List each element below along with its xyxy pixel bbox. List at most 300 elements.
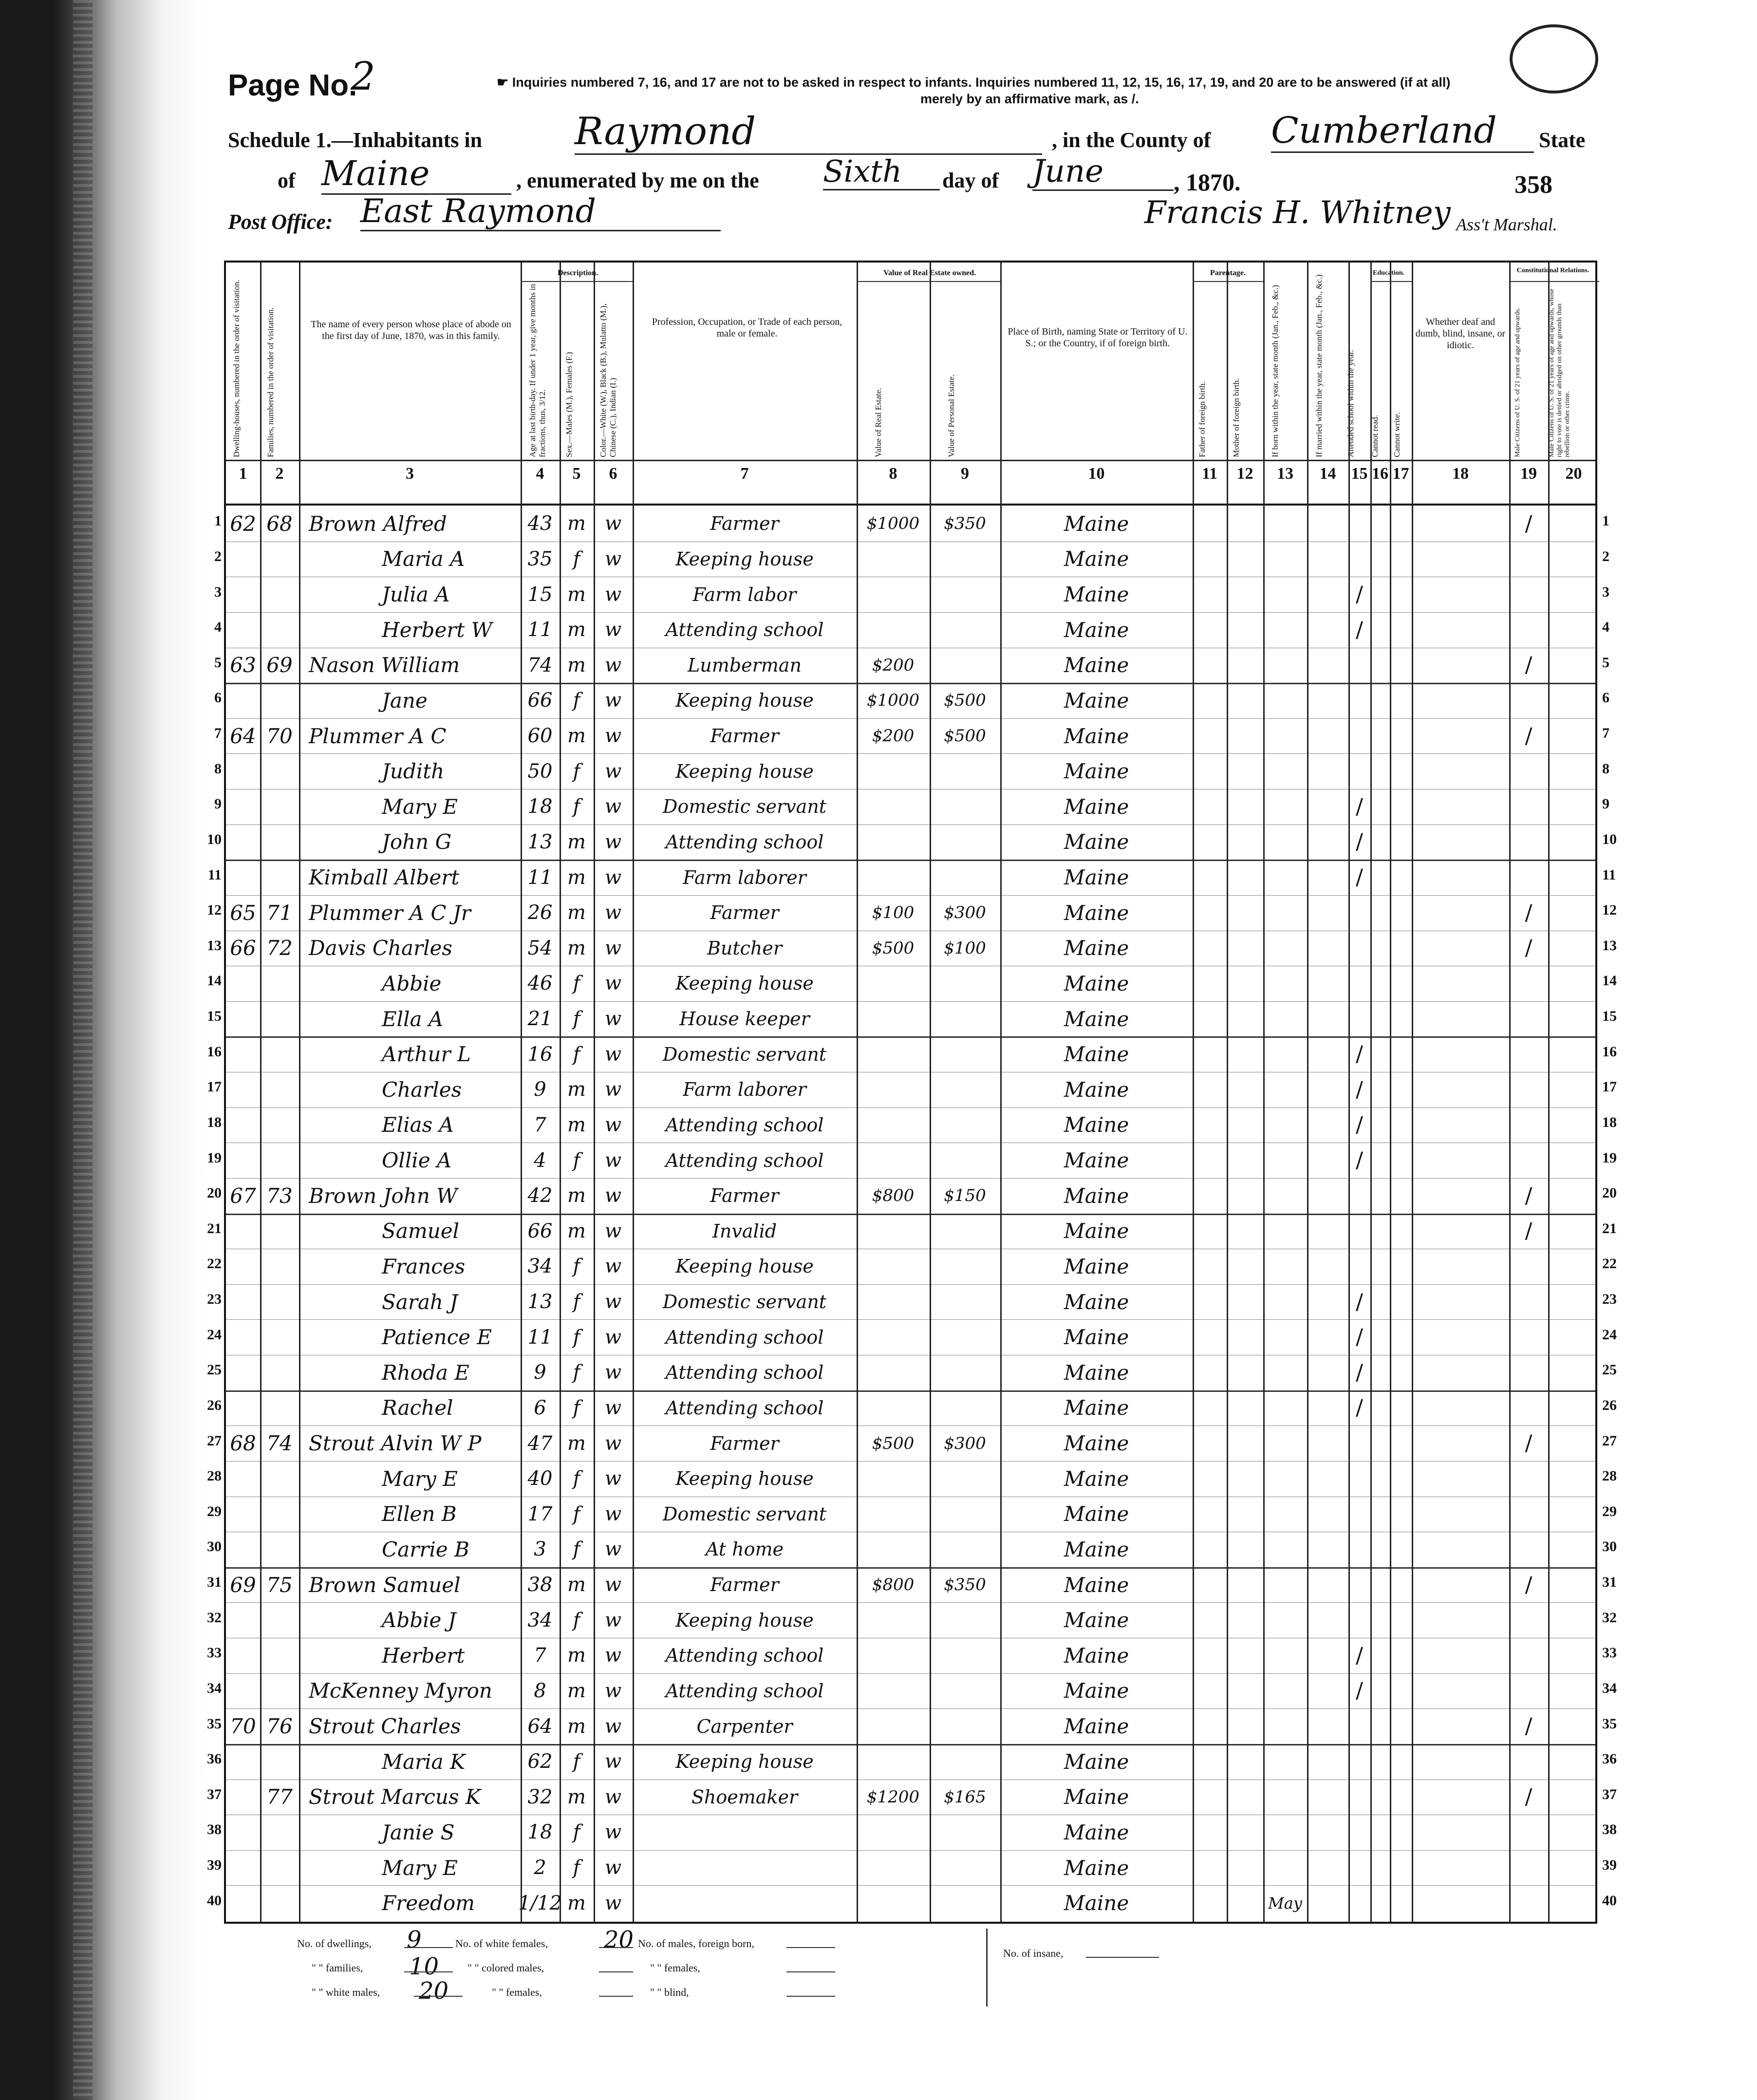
cell-dw: 68 [230,1431,256,1456]
column-number: 12 [1236,465,1253,483]
line-number: 35 [1602,1715,1617,1732]
group-header-underline [857,281,1000,282]
cell-born_month: May [1268,1894,1302,1912]
post-office-name: East Raymond [360,192,721,231]
cell-age: 35 [527,547,553,570]
cell-name: Plummer A C Jr [309,900,471,925]
cell-sex: m [567,583,586,606]
cell-age: 9 [534,1078,546,1101]
col-header-real-estate-group: Value of Real Estate owned. [883,269,976,277]
line-number: 7 [1602,725,1609,742]
line-number: 4 [214,619,222,636]
column-divider [1548,262,1550,1922]
cell-birth: Maine [1064,1502,1129,1526]
group-header-underline [1370,281,1412,282]
cell-sex: f [573,1291,580,1313]
line-number: 25 [1602,1362,1617,1378]
line-number: 22 [1602,1256,1617,1272]
cell-name: Davis Charles [309,936,452,960]
cell-sex: m [567,1715,586,1738]
cell-sex: m [567,1184,586,1207]
cell-age: 50 [527,760,553,783]
line-number: 28 [1602,1468,1617,1484]
line-number: 3 [214,583,222,600]
cell-sex: f [573,760,580,783]
cell-occ: Keeping house [675,1609,814,1631]
cell-re: $1000 [866,514,920,534]
cell-age: 26 [527,901,553,924]
assistant-marshal-label: Ass't Marshal. [1456,215,1557,234]
cell-name: Patience E [382,1325,492,1350]
cell-re: $500 [872,938,915,958]
cell-sex: m [567,1219,586,1242]
cell-occ: Keeping house [675,973,814,994]
column-number: 8 [889,465,897,483]
line-number: 25 [207,1362,222,1378]
line-number: 14 [1602,973,1617,989]
cell-c19: / [1525,1219,1533,1244]
cell-birth: Maine [1064,1785,1129,1809]
cell-birth: Maine [1064,1466,1129,1491]
cell-name: Jane [382,688,428,712]
cell-sex: m [567,866,586,889]
column-number: 5 [572,465,581,483]
cell-color: w [604,725,622,748]
cell-school: / [1356,794,1363,819]
cell-birth: Maine [1064,1714,1129,1739]
cell-color: w [604,795,622,818]
county-label: , in the County of [1052,128,1211,152]
line-number: 10 [207,831,222,847]
cell-sex: f [573,689,580,712]
cell-dw: 64 [230,724,256,748]
cell-fam: 72 [266,936,293,960]
cell-re: $200 [872,655,915,675]
cell-age: 15 [527,583,553,606]
cell-birth: Maine [1064,1077,1129,1102]
cell-name: Elias A [382,1113,454,1137]
cell-re: $500 [872,1433,915,1453]
cell-name: Mary E [382,794,458,819]
cell-occ: Farm laborer [683,866,806,888]
cell-school: / [1356,1289,1363,1314]
cell-name: Charles [382,1077,462,1102]
cell-sex: m [567,1892,586,1914]
line-number: 12 [1602,902,1617,919]
line-number: 32 [207,1609,222,1626]
cell-name: Maria K [382,1749,466,1774]
line-number: 19 [1602,1149,1617,1166]
line-number: 13 [1602,937,1617,954]
cell-age: 6 [534,1396,546,1419]
column-number: 16 [1372,465,1388,483]
line-number: 36 [207,1751,222,1767]
cell-color: w [604,1821,622,1844]
cell-age: 2 [534,1856,546,1879]
cell-name: Ella A [382,1007,444,1031]
cell-name: Mary E [382,1856,458,1880]
footer-blank-line [1086,1957,1159,1958]
line-number: 4 [1602,619,1609,636]
line-number: 37 [1602,1786,1617,1802]
cell-occ: Farmer [710,513,779,535]
cell-fam: 70 [266,724,293,748]
cell-color: w [604,1574,622,1596]
cell-c19: / [1525,900,1533,925]
cell-occ: Farm laborer [683,1079,806,1101]
cell-birth: Maine [1064,830,1129,854]
col-header-school: Attended school within the year. [1346,350,1355,457]
cell-dw: 62 [230,511,256,536]
cell-birth: Maine [1064,1325,1129,1350]
cell-birth: Maine [1064,1396,1129,1420]
cell-name: Kimball Albert [309,865,460,890]
cell-sex: f [573,1008,580,1031]
column-number: 10 [1088,465,1105,483]
cell-occ: Invalid [712,1220,777,1242]
cell-birth: Maine [1064,971,1129,995]
cell-fam: 76 [266,1714,293,1739]
line-number: 28 [207,1468,222,1484]
cell-school: / [1356,1112,1363,1138]
cell-c19: / [1525,723,1533,749]
cell-name: Strout Charles [309,1714,461,1739]
cell-sex: m [567,1644,586,1667]
cell-occ: Attending school [665,1362,824,1384]
cell-c19: / [1525,1431,1533,1456]
line-number: 9 [1602,796,1609,812]
cell-color: w [604,830,622,853]
cell-color: w [604,1396,622,1419]
cell-sex: m [567,1574,586,1596]
cell-sex: m [567,937,586,959]
cell-school: / [1356,1077,1363,1102]
column-divider [1307,262,1308,1922]
enumeration-year: , 1870. [1174,169,1241,196]
column-divider [1000,262,1002,1922]
cell-name: McKenney Myron [309,1679,492,1703]
col-header-education: Education. [1373,269,1404,277]
cell-occ: At home [706,1538,784,1560]
cell-age: 3 [534,1538,546,1561]
cell-age: 40 [527,1467,553,1490]
footer-white-females: 20 [604,1926,634,1953]
line-number: 16 [1602,1043,1617,1060]
cell-occ: Attending school [665,619,824,641]
cell-school: / [1356,865,1363,890]
column-number: 20 [1565,465,1582,483]
footer-blind-label: " " blind, [650,1986,689,1998]
cell-sex: f [573,1043,580,1066]
col-header-personal-estate: Value of Personal Estate. [947,375,956,457]
footer-families-label: " " families, [312,1962,363,1974]
cell-school: / [1356,1148,1363,1173]
cell-age: 7 [534,1113,546,1136]
cell-sex: f [573,1502,580,1525]
cell-name: Brown Samuel [309,1573,461,1597]
line-number: 1 [214,513,222,529]
column-number: 11 [1201,465,1218,483]
column-divider [260,262,262,1922]
enumeration-month: June [1032,153,1174,191]
cell-age: 11 [527,619,553,641]
line-number: 10 [1602,831,1617,847]
cell-occ: Farmer [710,902,779,924]
cell-age: 13 [527,1291,553,1313]
line-number: 19 [207,1149,222,1166]
place-name: Raymond [575,110,1042,155]
cell-sex: m [567,901,586,924]
col-header-cannot-read: Cannot read. [1370,415,1380,457]
instructions-line-2: merely by an affirmative mark, as /. [920,92,1139,106]
line-number: 13 [207,937,222,954]
cell-age: 46 [527,972,553,995]
cell-c19: / [1525,1784,1533,1810]
column-number: 15 [1351,465,1368,483]
cell-sex: m [567,830,586,853]
cell-birth: Maine [1064,582,1129,607]
col-header-cannot-write: Cannot write. [1392,412,1402,457]
cell-school: / [1356,1678,1363,1704]
cell-name: Samuel [382,1219,459,1243]
line-number: 34 [207,1680,222,1696]
col-header-born-month: If born within the year, state month (Jan., Feb., &c.) [1271,285,1280,457]
cell-birth: Maine [1064,1537,1129,1561]
cell-occ: Carpenter [696,1715,793,1737]
cell-name: Sarah J [382,1290,458,1314]
cell-occ: Farmer [710,725,779,747]
cell-name: Frances [382,1254,466,1278]
cell-pe: $350 [944,514,986,534]
line-number: 24 [207,1326,222,1343]
assistant-marshal-signature: Francis H. Whitney [1144,195,1451,231]
day-of-label: day of [942,169,999,192]
cell-age: 54 [527,937,553,959]
cell-sex: f [573,1361,580,1384]
column-divider [299,262,300,1922]
line-number: 33 [207,1645,222,1661]
cell-name: Abbie J [382,1608,456,1632]
line-number: 6 [214,690,222,706]
line-number: 27 [1602,1432,1617,1449]
cell-birth: Maine [1064,1856,1129,1880]
cell-fam: 69 [266,653,293,677]
cell-age: 7 [534,1644,546,1667]
cell-color: w [604,583,622,606]
cell-name: Plummer A C [309,724,447,748]
cell-age: 11 [527,1326,553,1349]
cell-birth: Maine [1064,724,1129,748]
cell-color: w [604,1785,622,1808]
cell-age: 66 [527,1219,553,1242]
cell-c19: / [1525,1572,1533,1597]
column-divider [1412,262,1413,1922]
cell-name: Brown John W [309,1183,458,1208]
cell-c19: / [1525,1183,1533,1208]
cell-school: / [1356,1360,1363,1385]
cell-school: / [1356,1042,1363,1067]
line-number: 33 [1602,1645,1617,1661]
cell-color: w [604,1291,622,1313]
cell-sex: m [567,619,586,641]
cell-name: Ellen B [382,1502,457,1526]
cell-pe: $165 [944,1787,986,1807]
cell-color: w [604,1149,622,1172]
cell-color: w [604,1856,622,1879]
column-number: 6 [609,465,617,483]
cell-age: 11 [527,866,553,889]
line-number: 30 [207,1538,222,1555]
cell-color: w [604,1008,622,1031]
cell-age: 74 [527,654,553,676]
cell-sex: m [567,1113,586,1136]
cell-color: w [604,1219,622,1242]
line-number: 21 [1602,1220,1617,1237]
footer-dwellings: 9 [407,1926,422,1953]
cell-age: 16 [527,1043,553,1066]
col-header-age: Age at last birth-day. If under 1 year, give months in fractions, thus, 3/12. [528,283,547,457]
col-header-sex: Sex.—Males (M.), Females (F.) [564,352,574,457]
line-number: 2 [1602,548,1609,564]
cell-birth: Maine [1064,1219,1129,1243]
cell-name: Brown Alfred [309,511,447,536]
cell-occ: Farm labor [692,583,797,605]
cell-dw: 69 [230,1573,256,1597]
cell-birth: Maine [1064,1679,1129,1703]
cell-age: 9 [534,1361,546,1384]
cell-birth: Maine [1064,936,1129,960]
column-divider [1370,262,1372,1922]
col-header-family: Families, numbered in the order of visitation. [266,307,275,457]
cell-c19: / [1525,1714,1533,1739]
cell-name: Strout Alvin W P [309,1431,482,1456]
cell-re: $200 [872,726,915,746]
cell-occ: Shoemaker [691,1786,798,1808]
instructions-line-1: ☛ Inquiries numbered 7, 16, and 17 are not to be asked in respect to infants. Inquiries numbered 11, 12, 15, 16, 17, 19, and 20 are to be answered (if at all) [497,75,1451,90]
cell-color: w [604,937,622,959]
cell-occ: Attending school [665,1149,824,1171]
cell-sex: m [567,1432,586,1455]
line-number: 31 [1602,1574,1617,1591]
cell-age: 32 [527,1785,553,1808]
line-number: 30 [1602,1538,1617,1555]
line-number: 9 [214,796,222,812]
cell-color: w [604,619,622,641]
cell-color: w [604,901,622,924]
footer-foreign-males-label: No. of males, foreign born, [638,1937,754,1950]
footer-foreign-females-label: " " females, [650,1962,700,1974]
footer-colored-males-label: " " colored males, [467,1962,544,1974]
cell-sex: f [573,547,580,570]
cell-name: Rachel [382,1396,453,1420]
cell-birth: Maine [1064,1820,1129,1844]
col-header-married-month: If married within the year, state month (Jan., Feb., &c.) [1314,274,1324,457]
state-name: Maine [321,153,511,195]
cell-color: w [604,1715,622,1738]
cell-color: w [604,1043,622,1066]
cell-birth: Maine [1064,1360,1129,1385]
cell-occ: House keeper [679,1008,810,1030]
cell-age: 18 [527,795,553,818]
cell-pe: $300 [944,903,986,923]
footer-dwellings-label: No. of dwellings, [297,1937,372,1950]
cell-birth: Maine [1064,1643,1129,1668]
cell-color: w [604,866,622,889]
column-divider [594,262,595,1922]
line-number: 17 [207,1079,222,1095]
line-number: 12 [207,902,222,919]
line-number: 23 [1602,1291,1617,1308]
column-number: 1 [239,465,247,483]
cell-occ: Keeping house [675,1256,814,1277]
line-number: 38 [207,1821,222,1838]
cell-fam: 74 [266,1431,293,1456]
line-number: 11 [1602,866,1616,883]
cell-color: w [604,512,622,535]
cell-c19: / [1525,511,1533,536]
cell-fam: 73 [266,1183,293,1208]
column-divider [857,262,858,1922]
cell-occ: Farmer [710,1185,779,1207]
cell-name: Maria A [382,547,465,571]
cell-sex: f [573,795,580,818]
col-header-occupation: Profession, Occupation, or Trade of each person, male or female. [652,317,842,339]
footer-white-females-label: No. of white females, [455,1937,548,1950]
cell-age: 34 [527,1609,553,1631]
cell-pe: $500 [944,726,986,746]
column-divider [1348,262,1350,1922]
footer-white-males-label: " " white males, [312,1986,380,1998]
col-header-male-citizens: Male Citizens of U. S. of 21 years of age and upwards. [1514,307,1521,457]
cell-age: 1/12 [518,1892,562,1914]
cell-sex: m [567,725,586,748]
cell-c19: / [1525,653,1533,678]
column-number: 3 [406,465,414,483]
cell-name: Herbert W [382,618,492,642]
cell-color: w [604,1892,622,1914]
page-label: Page No. [228,69,357,102]
cell-sex: m [567,512,586,535]
cell-re: $800 [872,1186,915,1206]
cell-birth: Maine [1064,1183,1129,1208]
line-number: 40 [207,1892,222,1909]
post-office-label: Post Office: [228,210,333,234]
cell-school: / [1356,1395,1363,1421]
cell-name: Carrie B [382,1537,469,1561]
cell-fam: 75 [266,1573,293,1597]
line-number: 24 [1602,1326,1617,1343]
cell-re: $100 [872,903,915,923]
cell-sex: f [573,972,580,995]
line-number: 2 [214,548,222,564]
line-number: 15 [207,1008,222,1025]
cell-name: Julia A [382,582,450,607]
footer-colored-females-label: " " females, [492,1986,542,1998]
cell-school: / [1356,1325,1363,1350]
cell-birth: Maine [1064,1290,1129,1314]
cell-occ: Keeping house [675,548,814,570]
stamp-number: 358 [1514,171,1552,199]
cell-age: 62 [527,1750,553,1773]
col-header-dwelling: Dwelling-houses, numbered in the order of visitation. [232,280,241,457]
line-number: 40 [1602,1892,1617,1909]
cell-name: Abbie [382,971,442,995]
line-number: 32 [1602,1609,1617,1626]
cell-occ: Domestic servant [662,1291,827,1313]
cell-occ: Attending school [665,1645,824,1667]
state-label: State [1539,128,1586,152]
line-number: 16 [207,1043,222,1060]
